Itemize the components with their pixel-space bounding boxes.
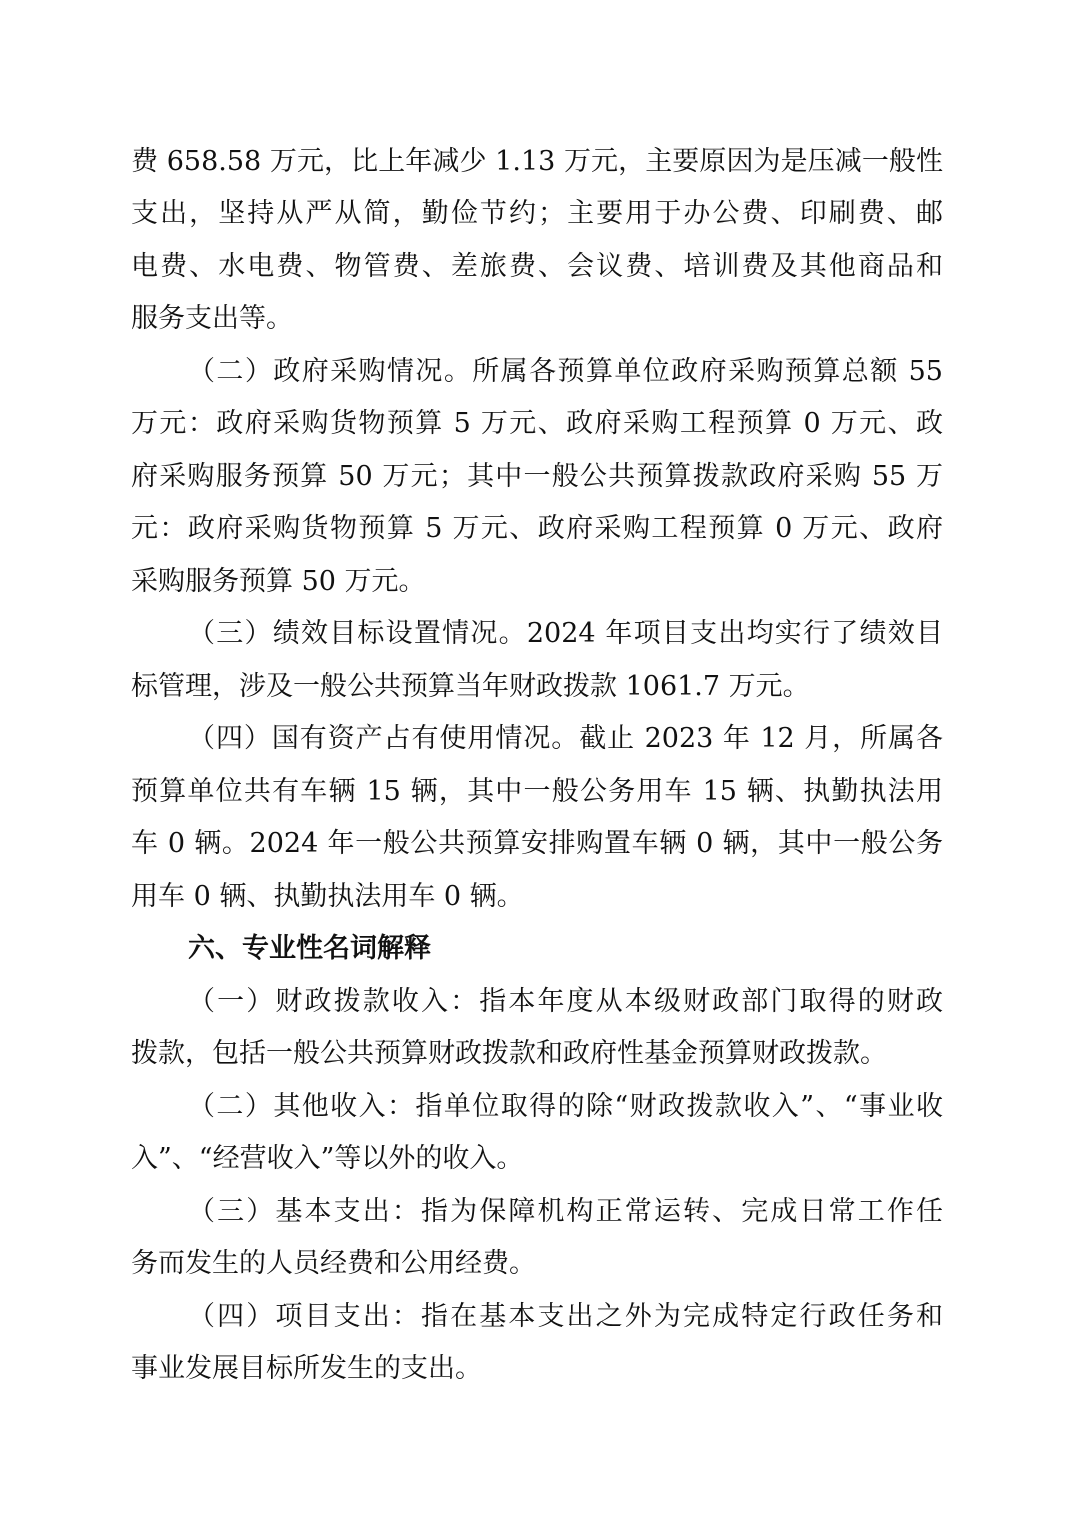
paragraph-line: 采购服务预算 50 万元。	[131, 566, 426, 597]
paragraph-line: （三）基本支出：指为保障机构正常运转、完成日常工作任	[188, 1196, 943, 1227]
paragraph-line: 电费、水电费、物管费、差旅费、会议费、培训费及其他商品和	[131, 251, 943, 282]
paragraph-line: 费 658.58 万元，比上年减少 1.13 万元，主要原因为是压减一般性	[131, 146, 943, 177]
paragraph-line: 府采购服务预算 50 万元；其中一般公共预算拨款政府采购 55 万	[131, 461, 943, 492]
paragraph-line: （二）政府采购情况。所属各预算单位政府采购预算总额 55	[188, 356, 943, 387]
paragraph-line: 支出，坚持从严从简，勤俭节约；主要用于办公费、印刷费、邮	[131, 198, 943, 229]
paragraph-line: 元：政府采购货物预算 5 万元、政府采购工程预算 0 万元、政府	[131, 513, 943, 544]
paragraph-line: 入”、“经营收入”等以外的收入。	[131, 1143, 524, 1174]
paragraph-line: 用车 0 辆、执勤执法用车 0 辆。	[131, 881, 524, 912]
paragraph-line: （四）国有资产占有使用情况。截止 2023 年 12 月，所属各	[188, 723, 943, 754]
paragraph-line: （一）财政拨款收入：指本年度从本级财政部门取得的财政	[188, 986, 943, 1017]
paragraph-line: 务而发生的人员经费和公用经费。	[131, 1248, 536, 1279]
paragraph-line: 标管理，涉及一般公共预算当年财政拨款 1061.7 万元。	[131, 671, 810, 702]
paragraph-line: （二）其他收入：指单位取得的除“财政拨款收入”、“事业收	[188, 1091, 943, 1122]
paragraph-line: 事业发展目标所发生的支出。	[131, 1353, 482, 1384]
paragraph-line: 服务支出等。	[131, 303, 293, 334]
section-heading: 六、专业性名词解释	[188, 933, 431, 964]
paragraph-line: 预算单位共有车辆 15 辆，其中一般公务用车 15 辆、执勤执法用	[131, 776, 943, 807]
paragraph-line: 万元：政府采购货物预算 5 万元、政府采购工程预算 0 万元、政	[131, 408, 943, 439]
paragraph-line: 拨款，包括一般公共预算财政拨款和政府性基金预算财政拨款。	[131, 1038, 887, 1069]
paragraph-line: （三）绩效目标设置情况。2024 年项目支出均实行了绩效目	[188, 618, 943, 649]
paragraph-line: 车 0 辆。2024 年一般公共预算安排购置车辆 0 辆，其中一般公务	[131, 828, 943, 859]
paragraph-line: （四）项目支出：指在基本支出之外为完成特定行政任务和	[188, 1301, 943, 1332]
